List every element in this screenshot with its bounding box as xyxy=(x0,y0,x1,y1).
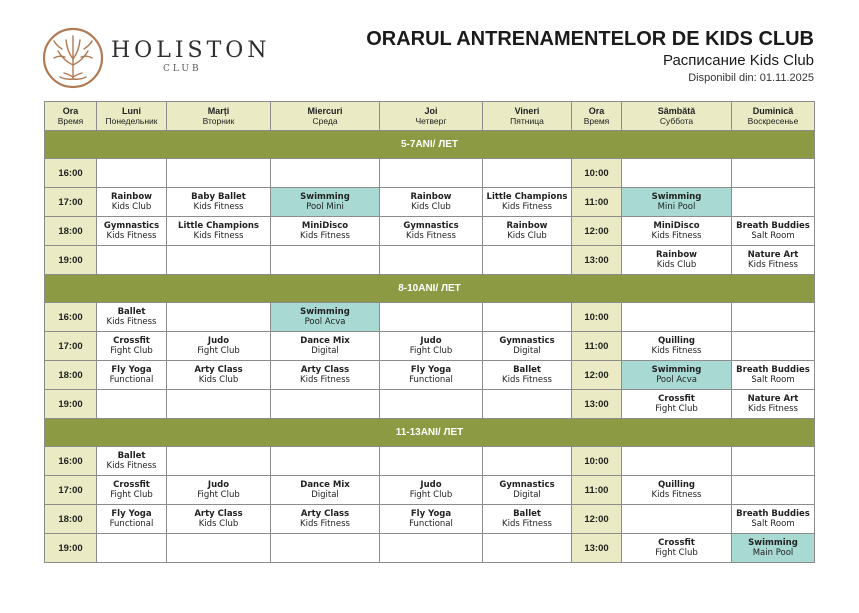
class-location: Pool Acva xyxy=(656,375,697,385)
column-header: Luni Понедельник xyxy=(97,102,167,131)
time-cell: 11:00 xyxy=(572,332,622,361)
time-cell: 19:00 xyxy=(45,534,97,563)
class-name: MiniDisco xyxy=(653,221,700,231)
empty-cell xyxy=(380,246,483,275)
brand-subname: CLUB xyxy=(163,64,202,74)
column-header: Sâmbătă Суббота xyxy=(622,102,732,131)
class-location: Kids Fitness xyxy=(193,202,244,212)
empty-cell xyxy=(380,159,483,188)
class-cell xyxy=(483,217,572,246)
class-location: Functional xyxy=(109,519,154,529)
empty-cell xyxy=(97,534,167,563)
class-name: Gymnastics xyxy=(499,480,555,490)
empty-cell xyxy=(167,246,271,275)
time-cell: 19:00 xyxy=(45,246,97,275)
column-header: Duminică Воскресенье xyxy=(732,102,815,131)
time-cell: 16:00 xyxy=(45,447,97,476)
class-name: Breath Buddies xyxy=(736,365,810,375)
table-row xyxy=(45,361,815,390)
class-location: Fight Club xyxy=(110,490,153,500)
time-cell: 17:00 xyxy=(45,476,97,505)
class-location: Salt Room xyxy=(751,231,795,241)
time-cell: 16:00 xyxy=(45,159,97,188)
class-name: Swimming xyxy=(300,192,350,202)
class-name: Quilling xyxy=(657,480,696,490)
empty-cell xyxy=(271,447,380,476)
time-cell: 13:00 xyxy=(572,534,622,563)
age-group-title: 5-7ANI/ ЛЕТ xyxy=(45,131,815,159)
class-location: Kids Fitness xyxy=(106,231,157,241)
class-name: Judo xyxy=(207,480,230,490)
class-cell xyxy=(732,246,815,275)
empty-cell xyxy=(167,447,271,476)
empty-cell xyxy=(167,390,271,419)
class-location: Kids Fitness xyxy=(651,490,702,500)
class-cell xyxy=(622,246,732,275)
table-row xyxy=(45,534,815,563)
time-cell: 16:00 xyxy=(45,303,97,332)
empty-cell xyxy=(622,159,732,188)
class-location: Pool Mini xyxy=(306,202,344,212)
empty-cell xyxy=(483,303,572,332)
class-cell xyxy=(271,505,380,534)
empty-cell xyxy=(380,447,483,476)
class-location: Kids Fitness xyxy=(502,519,552,529)
class-name: Swimming xyxy=(651,192,702,202)
empty-cell xyxy=(483,534,572,563)
class-location: Fight Club xyxy=(409,346,453,356)
column-header: Vineri Пятница xyxy=(483,102,572,131)
empty-cell xyxy=(732,159,815,188)
class-location: Kids Fitness xyxy=(406,231,456,241)
class-location: Salt Room xyxy=(751,519,795,529)
class-cell xyxy=(271,476,380,505)
class-location: Kids Fitness xyxy=(193,231,244,241)
class-name: Judo xyxy=(420,336,442,346)
age-group-title: 11-13ANI/ ЛЕТ xyxy=(45,419,815,447)
class-name: Ballet xyxy=(117,451,146,461)
class-name: Little Champions xyxy=(486,192,568,202)
empty-cell xyxy=(483,390,572,419)
time-cell: 12:00 xyxy=(572,361,622,390)
class-location: Kids Fitness xyxy=(300,375,350,385)
class-cell xyxy=(483,332,572,361)
class-name: Breath Buddies xyxy=(736,221,810,231)
class-name: Arty Class xyxy=(300,365,350,375)
class-cell xyxy=(622,534,732,563)
class-location: Digital xyxy=(311,490,339,500)
class-name: Arty Class xyxy=(300,509,350,519)
class-cell xyxy=(380,217,483,246)
table-row xyxy=(45,159,815,188)
class-cell xyxy=(483,476,572,505)
table-row xyxy=(45,505,815,534)
class-name: Baby Ballet xyxy=(191,192,246,202)
age-group-title: 8-10ANI/ ЛЕТ xyxy=(45,275,815,303)
class-location: Kids Fitness xyxy=(300,231,350,241)
class-cell xyxy=(167,361,271,390)
empty-cell xyxy=(483,447,572,476)
time-cell: 17:00 xyxy=(45,332,97,361)
class-cell xyxy=(167,217,271,246)
class-cell xyxy=(167,476,271,505)
empty-cell xyxy=(732,476,815,505)
class-cell xyxy=(622,332,732,361)
class-cell xyxy=(167,505,271,534)
class-name: MiniDisco xyxy=(301,221,349,231)
class-location: Kids Club xyxy=(198,375,239,385)
class-name: Rainbow xyxy=(506,221,548,231)
class-location: Kids Club xyxy=(198,519,239,529)
class-location: Salt Room xyxy=(751,375,795,385)
class-cell xyxy=(97,188,167,217)
class-cell xyxy=(622,476,732,505)
class-cell xyxy=(97,332,167,361)
class-cell xyxy=(97,505,167,534)
class-location: Kids Fitness xyxy=(106,461,157,471)
page-subtitle: Расписание Kids Club xyxy=(662,52,814,69)
table-row xyxy=(45,246,815,275)
class-location: Kids Club xyxy=(656,260,697,270)
empty-cell xyxy=(167,534,271,563)
table-row xyxy=(45,332,815,361)
time-cell: 10:00 xyxy=(572,159,622,188)
time-cell: 13:00 xyxy=(572,390,622,419)
class-location: Fight Club xyxy=(409,490,453,500)
class-name: Fly Yoga xyxy=(111,365,152,375)
class-location: Pool Acva xyxy=(304,317,346,327)
class-name: Rainbow xyxy=(410,192,452,202)
availability-date: Disponibil din: 01.11.2025 xyxy=(688,72,814,84)
empty-cell xyxy=(380,534,483,563)
class-location: Functional xyxy=(409,375,453,385)
empty-cell xyxy=(380,303,483,332)
class-name: Little Champions xyxy=(178,221,259,231)
time-cell: 10:00 xyxy=(572,303,622,332)
class-location: Digital xyxy=(513,490,541,500)
class-cell xyxy=(483,361,572,390)
class-name: Arty Class xyxy=(194,509,243,519)
empty-cell xyxy=(380,390,483,419)
class-location: Kids Fitness xyxy=(651,346,702,356)
class-location: Main Pool xyxy=(752,548,794,558)
class-name: Nature Art xyxy=(747,250,799,260)
class-name: Gymnastics xyxy=(103,221,160,231)
class-name: Swimming xyxy=(748,538,798,548)
time-cell: 10:00 xyxy=(572,447,622,476)
table-row xyxy=(45,447,815,476)
class-name: Ballet xyxy=(117,307,146,317)
empty-cell xyxy=(271,390,380,419)
class-location: Fight Club xyxy=(655,404,698,414)
class-cell xyxy=(271,361,380,390)
time-cell: 11:00 xyxy=(572,188,622,217)
class-name: Breath Buddies xyxy=(736,509,810,519)
time-cell: 12:00 xyxy=(572,505,622,534)
column-header: Marți Вторник xyxy=(167,102,271,131)
class-name: Dance Mix xyxy=(300,336,350,346)
empty-cell xyxy=(271,534,380,563)
class-name: Rainbow xyxy=(655,250,698,260)
empty-cell xyxy=(622,447,732,476)
class-location: Kids Club xyxy=(111,202,152,212)
empty-cell xyxy=(97,246,167,275)
class-location: Kids Fitness xyxy=(651,231,702,241)
class-cell xyxy=(271,303,380,332)
class-location: Kids Club xyxy=(507,231,547,241)
class-name: Ballet xyxy=(513,365,541,375)
class-name: Fly Yoga xyxy=(410,509,452,519)
time-cell: 13:00 xyxy=(572,246,622,275)
section-header-row xyxy=(45,419,815,447)
class-name: Ballet xyxy=(513,509,541,519)
class-cell xyxy=(380,505,483,534)
class-location: Mini Pool xyxy=(657,202,696,212)
class-cell xyxy=(167,188,271,217)
class-location: Kids Fitness xyxy=(106,317,157,327)
empty-cell xyxy=(483,159,572,188)
table-row xyxy=(45,217,815,246)
class-location: Fight Club xyxy=(197,490,240,500)
class-cell xyxy=(732,534,815,563)
class-cell xyxy=(622,390,732,419)
time-cell: 12:00 xyxy=(572,217,622,246)
time-cell: 18:00 xyxy=(45,361,97,390)
class-cell xyxy=(483,505,572,534)
tree-logo-icon xyxy=(42,27,104,89)
class-name: Fly Yoga xyxy=(111,509,152,519)
class-name: Swimming xyxy=(651,365,702,375)
table-row xyxy=(45,188,815,217)
column-header: Ora Время xyxy=(45,102,97,131)
class-name: Quilling xyxy=(657,336,696,346)
time-cell: 18:00 xyxy=(45,217,97,246)
section-header-row xyxy=(45,275,815,303)
class-cell xyxy=(97,476,167,505)
class-location: Fight Club xyxy=(655,548,698,558)
class-name: Judo xyxy=(207,336,230,346)
class-cell xyxy=(622,188,732,217)
class-location: Functional xyxy=(409,519,453,529)
class-cell xyxy=(97,303,167,332)
column-header: Joi Четверг xyxy=(380,102,483,131)
page-title: ORARUL ANTRENAMENTELOR DE KIDS CLUB xyxy=(366,28,814,50)
class-name: Fly Yoga xyxy=(410,365,452,375)
brand-name: HOLISTON xyxy=(111,38,271,63)
class-cell xyxy=(732,390,815,419)
time-cell: 19:00 xyxy=(45,390,97,419)
class-cell xyxy=(380,188,483,217)
class-name: Rainbow xyxy=(110,192,153,202)
class-cell xyxy=(97,361,167,390)
empty-cell xyxy=(271,159,380,188)
class-cell xyxy=(622,217,732,246)
class-name: Crossfit xyxy=(658,394,695,404)
class-location: Kids Fitness xyxy=(748,404,798,414)
class-name: Arty Class xyxy=(194,365,243,375)
time-cell: 17:00 xyxy=(45,188,97,217)
class-cell xyxy=(271,217,380,246)
column-header: Ora Время xyxy=(572,102,622,131)
empty-cell xyxy=(483,246,572,275)
class-location: Kids Fitness xyxy=(300,519,350,529)
class-location: Kids Club xyxy=(411,202,451,212)
class-name: Crossfit xyxy=(113,480,150,490)
class-location: Fight Club xyxy=(110,346,153,356)
class-name: Gymnastics xyxy=(403,221,459,231)
class-cell xyxy=(380,476,483,505)
table-row xyxy=(45,303,815,332)
class-cell xyxy=(167,332,271,361)
empty-cell xyxy=(97,390,167,419)
class-cell xyxy=(622,361,732,390)
empty-cell xyxy=(167,303,271,332)
class-name: Crossfit xyxy=(658,538,695,548)
class-location: Functional xyxy=(109,375,154,385)
empty-cell xyxy=(732,188,815,217)
class-cell xyxy=(97,447,167,476)
time-cell: 18:00 xyxy=(45,505,97,534)
class-cell xyxy=(732,505,815,534)
empty-cell xyxy=(622,505,732,534)
column-header: Miercuri Среда xyxy=(271,102,380,131)
schedule-table xyxy=(44,101,815,563)
class-name: Dance Mix xyxy=(300,480,350,490)
empty-cell xyxy=(622,303,732,332)
empty-cell xyxy=(732,303,815,332)
class-name: Nature Art xyxy=(747,394,799,404)
class-cell xyxy=(271,188,380,217)
class-name: Swimming xyxy=(300,307,350,317)
class-location: Kids Fitness xyxy=(502,375,552,385)
class-cell xyxy=(732,361,815,390)
class-cell xyxy=(97,217,167,246)
class-location: Kids Fitness xyxy=(748,260,798,270)
header-row xyxy=(45,102,815,131)
empty-cell xyxy=(97,159,167,188)
empty-cell xyxy=(271,246,380,275)
table-row xyxy=(45,476,815,505)
class-location: Digital xyxy=(513,346,541,356)
class-cell xyxy=(380,332,483,361)
class-cell xyxy=(483,188,572,217)
empty-cell xyxy=(732,332,815,361)
class-cell xyxy=(380,361,483,390)
class-cell xyxy=(271,332,380,361)
class-name: Gymnastics xyxy=(499,336,555,346)
class-cell xyxy=(732,217,815,246)
section-header-row xyxy=(45,131,815,159)
empty-cell xyxy=(732,447,815,476)
class-location: Digital xyxy=(311,346,339,356)
class-name: Crossfit xyxy=(113,336,150,346)
empty-cell xyxy=(167,159,271,188)
class-location: Fight Club xyxy=(197,346,240,356)
time-cell: 11:00 xyxy=(572,476,622,505)
class-location: Kids Fitness xyxy=(502,202,552,212)
table-row xyxy=(45,390,815,419)
class-name: Judo xyxy=(420,480,442,490)
